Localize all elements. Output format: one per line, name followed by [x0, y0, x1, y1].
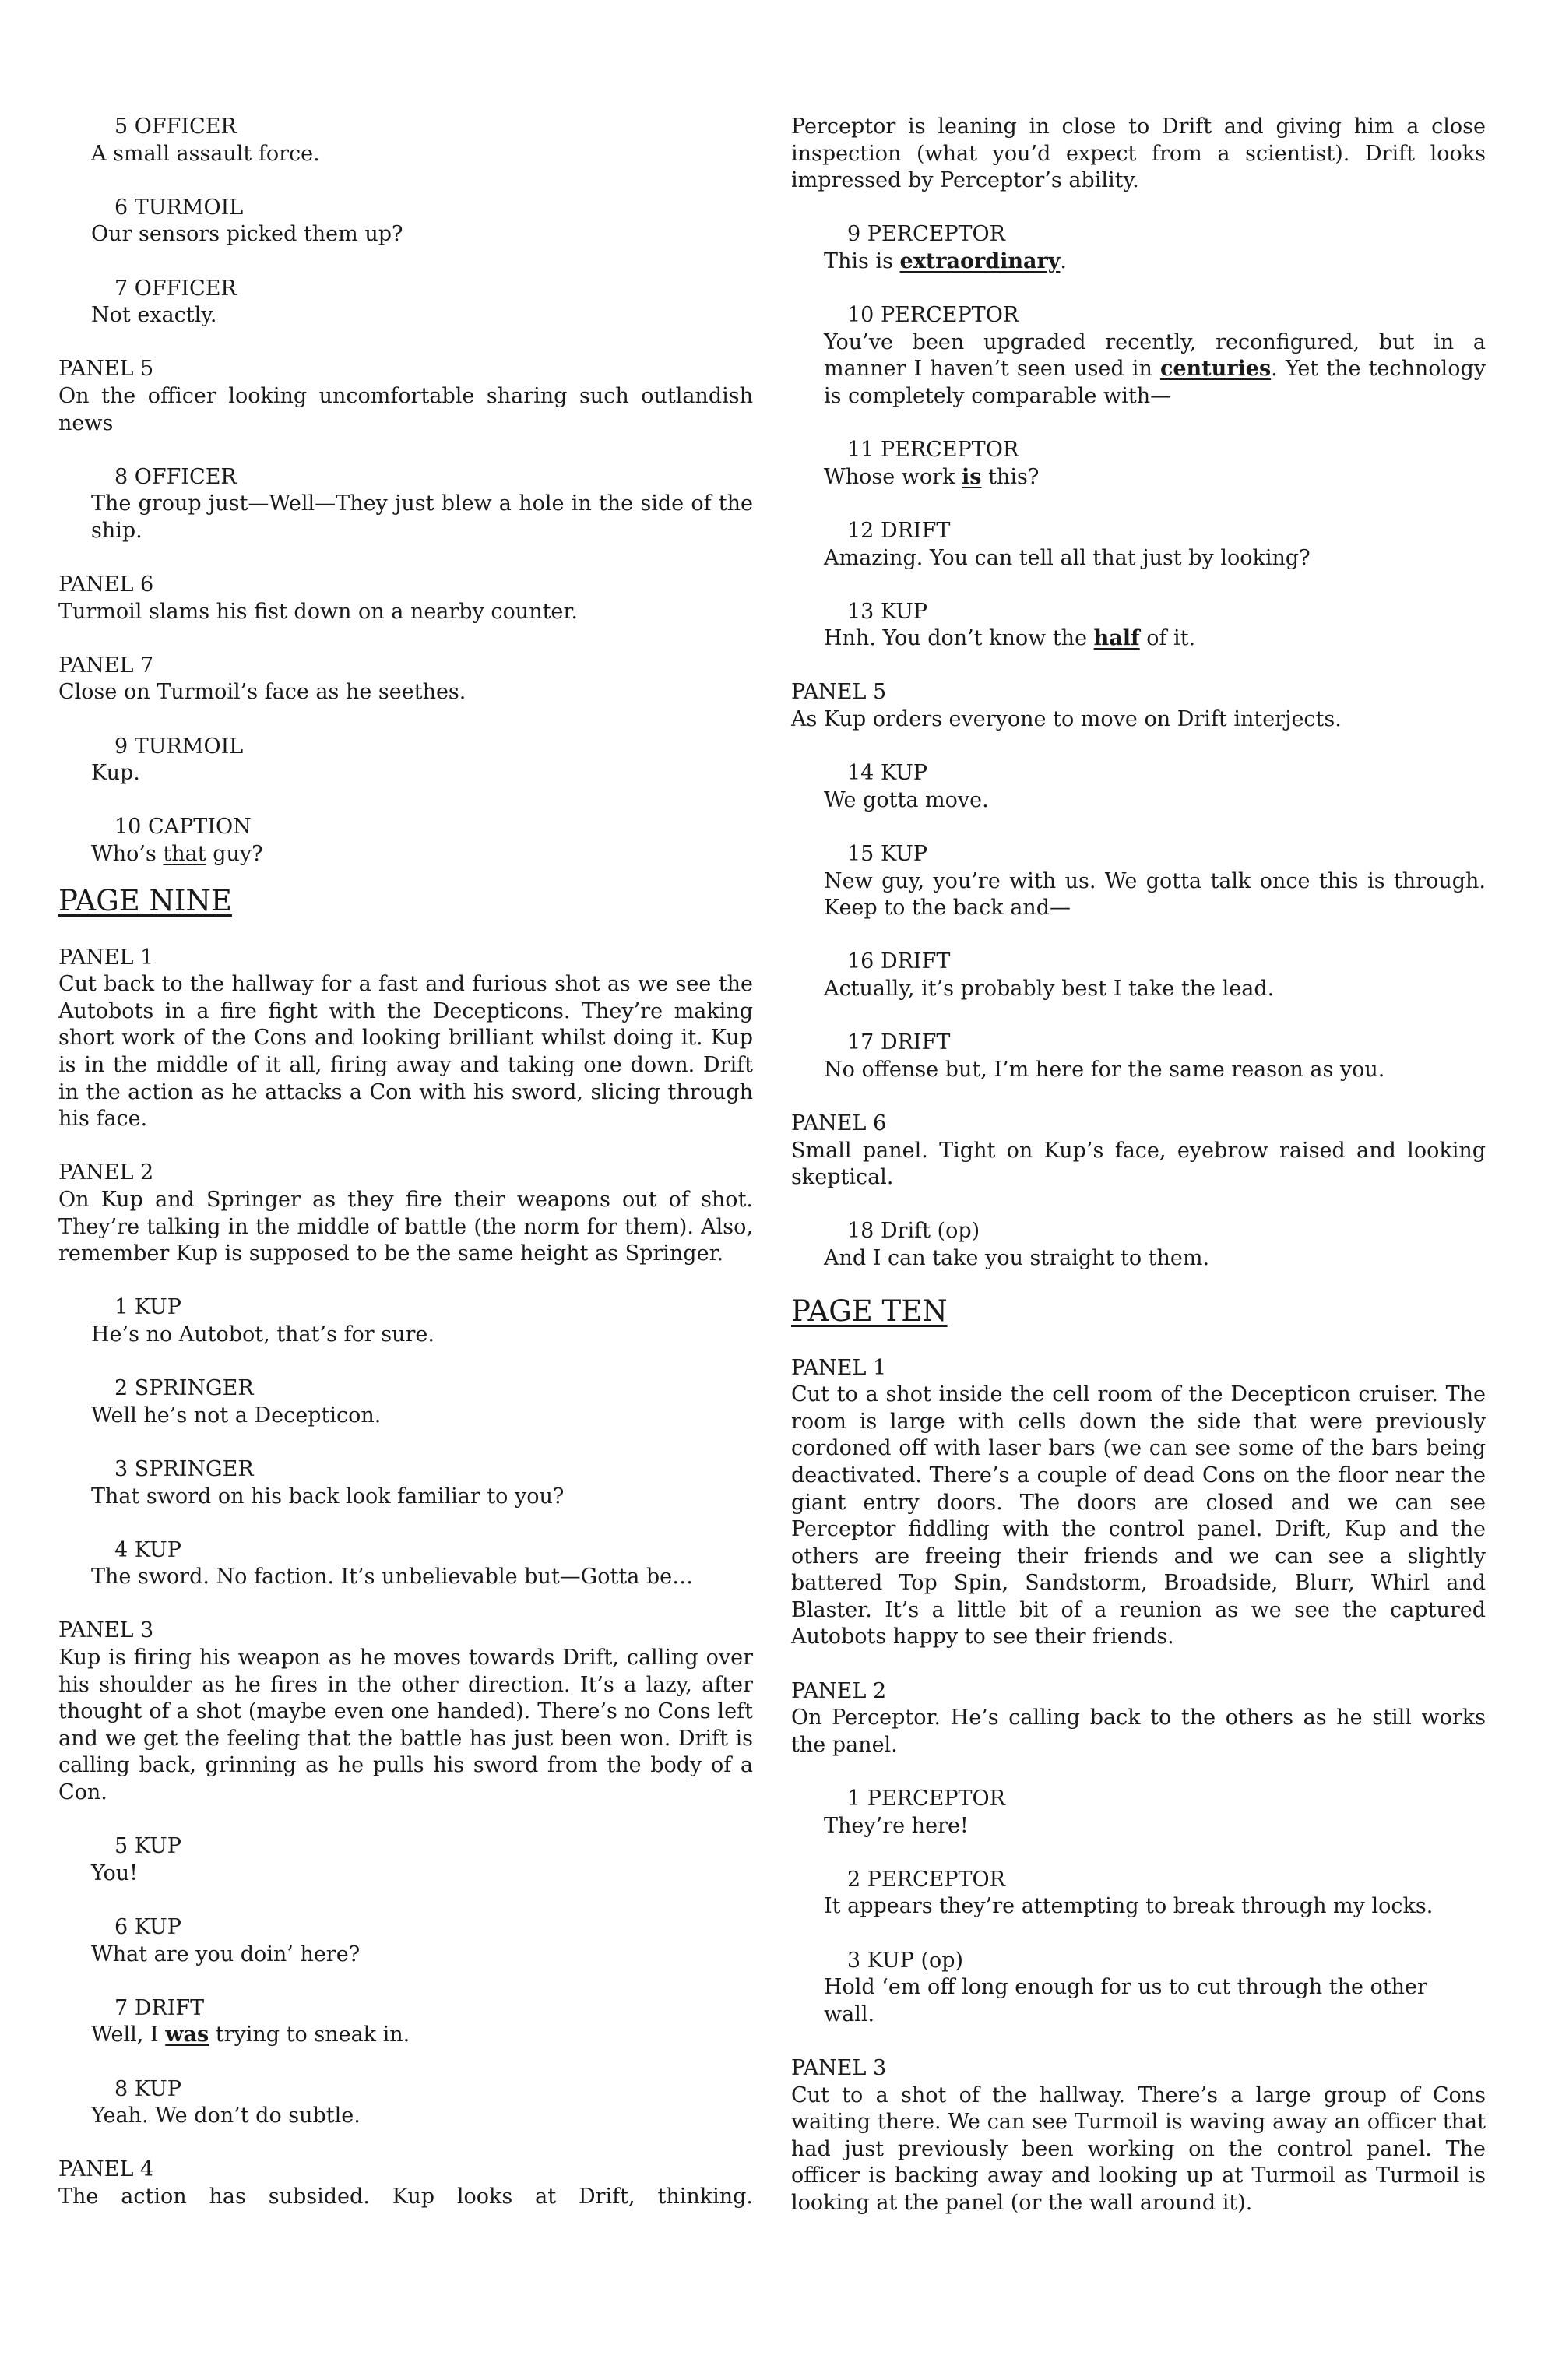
speaker: 3 KUP (op): [847, 1948, 964, 1973]
dialogue-block: [58, 1456, 753, 1510]
panel-continuation: [791, 114, 1486, 195]
dialogue-block: [58, 1914, 753, 1968]
panel-heading: PANEL 1: [58, 945, 154, 970]
dialogue-line: [91, 2022, 753, 2049]
speaker: 16 DRIFT: [847, 949, 951, 974]
panel-block: [791, 1111, 1486, 1192]
dialogue-line: The group just—Well—They just blew a hole in the side of the ship.: [91, 491, 753, 543]
dialogue-line: [824, 248, 1486, 276]
text-segment: trying to sneak in.: [209, 2023, 410, 2047]
speaker: 7 DRIFT: [114, 1995, 205, 2020]
dialogue-block: [58, 2076, 753, 2130]
speaker: 6 TURMOIL: [114, 195, 244, 220]
dialogue-block: [791, 760, 1486, 814]
text-segment: of it.: [1139, 626, 1196, 651]
dialogue-line: They’re here!: [824, 1813, 969, 1838]
dialogue-line: Kup.: [91, 761, 140, 786]
text-segment: guy?: [206, 842, 263, 867]
speaker: 9 PERCEPTOR: [847, 222, 1005, 247]
dialogue-block: [58, 195, 753, 248]
dialogue-line: Actually, it’s probably best I take the lead.: [824, 977, 1275, 1001]
panel-description: As Kup orders everyone to move on Drift interjects.: [791, 707, 1342, 732]
page-ten-title: PAGE TEN: [791, 1294, 948, 1328]
dialogue-block: [58, 1294, 753, 1348]
panel-heading: PANEL 6: [58, 572, 154, 597]
speaker: 13 KUP: [847, 599, 928, 624]
emphasis-text: extraordinary: [899, 248, 1061, 273]
dialogue-line: Not exactly.: [91, 303, 217, 328]
speaker: 1 KUP: [114, 1295, 181, 1320]
text-segment: Hnh. You don’t know the: [824, 626, 1094, 651]
panel-block: [791, 1678, 1486, 1759]
text-segment: Who’s: [91, 842, 164, 867]
dialogue-line: We gotta move.: [824, 787, 989, 812]
speaker: 18 Drift (op): [847, 1219, 980, 1244]
dialogue-line: And I can take you straight to them.: [824, 1245, 1210, 1270]
dialogue-block: [58, 276, 753, 329]
speaker: 5 OFFICER: [114, 114, 237, 139]
speaker: 5 KUP: [114, 1834, 181, 1859]
dialogue-line: Yeah. We don’t do subtle.: [91, 2104, 361, 2128]
dialogue-line: [824, 625, 1486, 653]
dialogue-line: It appears they’re attempting to break through my locks.: [824, 1894, 1434, 1919]
dialogue-block: [58, 1537, 753, 1591]
dialogue-block: [58, 464, 753, 545]
panel-block: [791, 2055, 1486, 2217]
panel-heading: PANEL 2: [791, 1678, 887, 1703]
speaker: 4 KUP: [114, 1537, 181, 1562]
dialogue-block: [791, 949, 1486, 1002]
dialogue-block: [58, 734, 753, 787]
dialogue-line: Well he’s not a Decepticon.: [91, 1403, 382, 1428]
panel-block: [58, 1160, 753, 1267]
panel-block: [58, 572, 753, 625]
page-nine-title: PAGE NINE: [58, 883, 232, 917]
dialogue-block: [791, 437, 1486, 491]
speaker: 6 KUP: [114, 1915, 181, 1939]
panel-description: Close on Turmoil’s face as he seethes.: [58, 680, 466, 705]
panel-heading: PANEL 2: [58, 1160, 154, 1185]
emphasis-text: half: [1093, 626, 1140, 651]
speaker: 14 KUP: [847, 761, 928, 786]
panel-heading: PANEL 5: [791, 680, 887, 705]
dialogue-line: What are you doin’ here?: [91, 1942, 361, 1966]
dialogue-block: [791, 302, 1486, 410]
left-column: [58, 114, 753, 2237]
panel-description: On Kup and Springer as they fire their weapons out of shot. They’re talking in the middle of battle (the norm for them). Also, remember Kup is supposed to be the same height as Springer.: [58, 1187, 753, 1266]
text-segment: .: [1060, 248, 1068, 273]
text-segment: You’ve been upgraded recently, reconfigured, but in a manner I haven’t seen used in: [824, 329, 1486, 382]
panel-block: [791, 679, 1486, 733]
dialogue-block: [58, 114, 753, 167]
dialogue-block: [791, 841, 1486, 922]
emphasis-text: was: [165, 2023, 209, 2047]
panel-heading: PANEL 7: [58, 653, 154, 678]
panel-heading: PANEL 5: [58, 357, 154, 382]
dialogue-block: [58, 1833, 753, 1887]
dialogue-line: Our sensors picked them up?: [91, 222, 403, 247]
panel-block: [791, 1355, 1486, 1652]
speaker: 8 OFFICER: [114, 464, 237, 489]
dialogue-line: No offense but, I’m here for the same reason as you.: [824, 1057, 1385, 1082]
text-segment: Whose work: [824, 464, 962, 489]
panel-block: [58, 2156, 753, 2210]
emphasis-text: that: [163, 842, 206, 867]
panel-heading: PANEL 6: [791, 1111, 887, 1135]
dialogue-block: [791, 1867, 1486, 1921]
panel-description: Cut back to the hallway for a fast and furious shot as we see the Autobots in a fire fight with the Decepticons. They’re making short work of the Cons and looking brilliant whilst doing it. Kup is in the middle of it all, firing away and taking one down. Drift in the action as he attacks a Con with his sword, slicing through his face.: [58, 972, 753, 1132]
panel-block: [58, 945, 753, 1133]
dialogue-block: [58, 1375, 753, 1429]
dialogue-block: [791, 221, 1486, 275]
panel-description: Cut to a shot inside the cell room of the Decepticon cruiser. The room is large with cells down the side that were previously cordoned off with laser bars (we can see some of the bars being deactivated. There’s a couple of dead Cons on the floor near the giant entry doors. The doors are closed and we can see Perceptor fiddling with the control panel. Drift, Kup and the others are freeing their friends and we can see a slightly battered Top Spin, Sandstorm, Broadside, Blurr, Whirl and Blaster. It’s a little bit of a reunion as we see the captured Autobots happy to see their friends.: [791, 1382, 1486, 1649]
dialogue-line: [91, 841, 753, 868]
speaker: 10 CAPTION: [114, 815, 252, 840]
speaker: 12 DRIFT: [847, 518, 951, 543]
panel-description: Perceptor is leaning in close to Drift and giving him a close inspection (what you’d expect from a scientist). Drift looks impressed by Perceptor’s ability.: [791, 114, 1486, 193]
dialogue-block: [58, 1995, 753, 2049]
speaker: 8 KUP: [114, 2076, 181, 2101]
dialogue-block: [791, 518, 1486, 572]
dialogue-line: [824, 329, 1486, 410]
panel-description: Cut to a shot of the hallway. There’s a large group of Cons waiting there. We can see Turmoil is waving away an officer that had just previously been working on the control panel. The officer is backing away and looking up at Turmoil as Turmoil is looking at the panel (or the wall around it).: [791, 2082, 1486, 2215]
panel-heading: PANEL 1: [791, 1355, 887, 1380]
speaker: 3 SPRINGER: [114, 1456, 254, 1481]
speaker: 7 OFFICER: [114, 276, 237, 301]
speaker: 11 PERCEPTOR: [847, 438, 1019, 463]
speaker: 17 DRIFT: [847, 1030, 951, 1055]
dialogue-line: You!: [91, 1861, 138, 1885]
emphasis-text: is: [962, 464, 982, 489]
panel-block: [58, 356, 753, 437]
text-segment: This is: [824, 248, 900, 273]
speaker: 1 PERCEPTOR: [847, 1787, 1005, 1811]
dialogue-block: [791, 1948, 1486, 2029]
dialogue-line: He’s no Autobot, that’s for sure.: [91, 1322, 434, 1347]
speaker: 2 PERCEPTOR: [847, 1867, 1005, 1892]
panel-description: Kup is firing his weapon as he moves towards Drift, calling over his shoulder as he fires in the other direction. It’s a lazy, after thought of a shot (maybe even one handed). There’s no Cons left and we get the feeling that the battle has just been won. Drift is calling back, grinning as he pulls his sword from the body of a Con.: [58, 1646, 753, 1805]
dialogue-block: [58, 814, 753, 868]
panel-heading: PANEL 3: [58, 1618, 154, 1643]
dialogue-block: [791, 1218, 1486, 1272]
panel-description: On Perceptor. He’s calling back to the others as he still works the panel.: [791, 1706, 1486, 1757]
text-segment: . Yet the technology is completely comparable with—: [824, 357, 1486, 408]
panel-description: On the officer looking uncomfortable sharing such outlandish news: [58, 383, 753, 435]
right-column: [791, 114, 1486, 2244]
dialogue-line: Hold ‘em off long enough for us to cut through the other wall.: [824, 1975, 1427, 2026]
panel-heading: PANEL 3: [791, 2055, 887, 2080]
dialogue-line: That sword on his back look familiar to you?: [91, 1484, 565, 1509]
speaker: 2 SPRINGER: [114, 1376, 254, 1401]
speaker: 10 PERCEPTOR: [847, 303, 1019, 328]
dialogue-line: [824, 464, 1486, 491]
text-segment: Well, I: [91, 2023, 166, 2047]
dialogue-line: A small assault force.: [91, 141, 320, 166]
dialogue-block: [791, 1030, 1486, 1083]
panel-description: Small panel. Tight on Kup’s face, eyebrow raised and looking skeptical.: [791, 1138, 1486, 1190]
panel-description: Turmoil slams his fist down on a nearby counter.: [58, 599, 578, 624]
dialogue-line: The sword. No faction. It’s unbelievable but—Gotta be…: [91, 1565, 694, 1590]
dialogue-block: [791, 1786, 1486, 1840]
emphasis-text: centuries: [1159, 357, 1272, 382]
speaker: 9 TURMOIL: [114, 734, 244, 759]
panel-heading: PANEL 4: [58, 2157, 154, 2182]
speaker: 15 KUP: [847, 842, 928, 867]
text-segment: this?: [981, 464, 1040, 489]
dialogue-block: [791, 599, 1486, 653]
panel-block: [58, 653, 753, 706]
panel-block: [58, 1618, 753, 1806]
panel-description: The action has subsided. Kup looks at Drift, thinking.: [58, 2184, 753, 2209]
dialogue-line: Amazing. You can tell all that just by looking?: [824, 545, 1311, 570]
dialogue-line: New guy, you’re with us. We gotta talk once this is through. Keep to the back and—: [824, 868, 1486, 921]
